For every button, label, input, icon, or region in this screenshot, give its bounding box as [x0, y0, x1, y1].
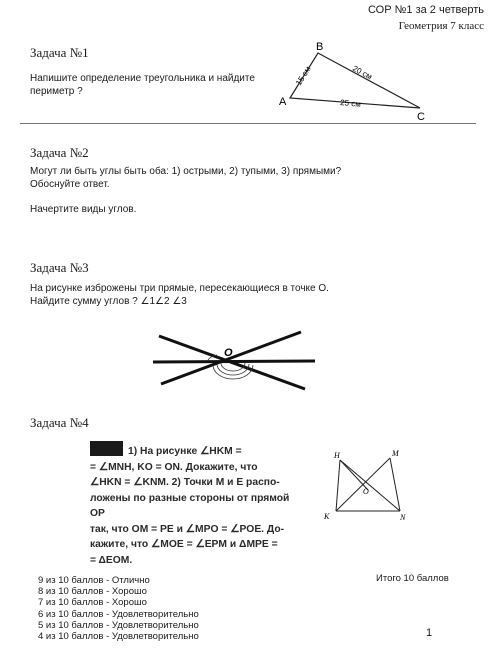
vertex-m-label: M [392, 449, 399, 458]
side-bc-label: 20 см [351, 63, 374, 82]
task2-instruction: Начертите виды углов. [30, 204, 137, 215]
side-ab-label: 15 см [294, 64, 313, 88]
point-o-label: O [224, 347, 233, 359]
task2-title: Задача №2 [30, 145, 89, 160]
task2-text: Могут ли быть углы быть оба: 1) острыми, 2) тупыми, 3) прямыми? Обоснуйте ответ. [30, 166, 342, 190]
grading-item: 5 из 10 баллов - Удовлетворительно [38, 619, 199, 631]
task4-title: Задача №4 [30, 415, 89, 430]
page-number: 1 [426, 627, 433, 639]
problem-line: ложены по разные стороны от прямой OP [90, 492, 290, 519]
three-lines-figure [145, 322, 325, 392]
task1-title: Задача №1 [30, 45, 89, 60]
segment-hn [340, 460, 400, 511]
task1-text: Напишите определение треугольника и найдите периметр ? [30, 73, 255, 97]
grading-item: 9 из 10 баллов - Отлично [38, 575, 150, 586]
problem-line: так, что OM = PE и ∠MPO = ∠POE. До- [90, 523, 285, 535]
grading-item: 4 из 10 баллов - Удовлетворительно [38, 631, 199, 643]
problem-line: 1) На рисунке ∠HKM = [128, 446, 242, 457]
section-divider [20, 123, 476, 124]
segment-ho [340, 460, 368, 490]
side-ac-label: 25 см [339, 98, 362, 109]
task3-text: На рисунке изброжены три прямые, пересекающиеся в точке О. Найдите сумму углов ? ∠1∠2 ∠3 [30, 283, 329, 307]
segment-mn [390, 458, 400, 511]
vertex-a-label: A [279, 96, 287, 108]
problem-line: = ∠MNH, KO = ON. Докажите, что [90, 461, 258, 473]
header-line-2: Геометрия 7 класс [398, 20, 484, 32]
segment-hk [336, 460, 340, 511]
triangle-figure [270, 38, 450, 122]
problem-line: кажите, что ∠MOE = ∠EPM и ΔMPE = [90, 539, 278, 550]
vertex-c-label: C [417, 111, 425, 122]
quadrilateral-figure [318, 444, 418, 528]
vertex-b-label: B [316, 41, 324, 53]
point-o-label: O [363, 487, 369, 496]
grading-item: 6 из 10 баллов - Удовлетворительно [38, 608, 199, 620]
vertex-n-label: N [400, 513, 406, 522]
grading-item: 7 из 10 баллов - Хорошо [38, 597, 147, 609]
grading-item: 8 из 10 баллов - Хорошо [38, 586, 147, 598]
task3-title: Задача №3 [30, 260, 89, 275]
total-score: Итого 10 баллов [376, 573, 449, 584]
vertex-h-label: H [334, 451, 340, 460]
problem-line: ∠HKN = ∠KNM. 2) Точки M и E распо- [90, 477, 280, 488]
header-line-1: СОР №1 за 2 четверть [367, 4, 484, 16]
task4-problem [90, 444, 305, 568]
problem-line: = ΔEOM. [90, 554, 133, 566]
grading-list [38, 575, 199, 642]
vertex-k-label: K [324, 512, 330, 521]
